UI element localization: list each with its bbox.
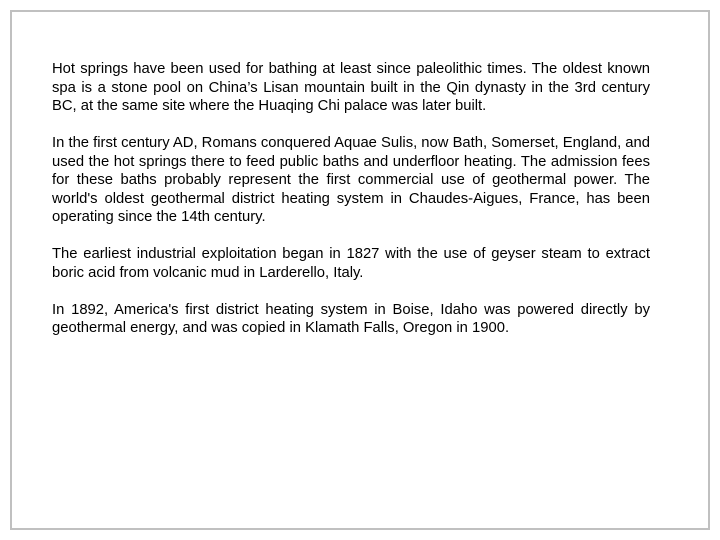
paragraph-district-heating: In 1892, America's first district heating system in Boise, Idaho was powered directly by geothermal energy, and was copied in Klamath Falls, Oregon in 1900. (52, 301, 650, 336)
paragraph-industrial-exploitation: The earliest industrial exploitation began in 1827 with the use of geyser steam to extract boric acid from volcanic mud in Larderello, Italy. (52, 246, 650, 281)
document-body (52, 60, 650, 356)
paragraph-roman-baths: In the first century AD, Romans conquered Aquae Sulis, now Bath, Somerset, England, and used the hot springs there to feed public baths and underfloor heating. The admission fees for these baths probably represent the first commercial use of geothermal power. The world's oldest geothermal district heating system in Chaudes-Aigues, France, has been operating since the 14th century. (52, 135, 650, 225)
paragraph-hot-springs-history: Hot springs have been used for bathing at least since paleolithic times. The oldest known spa is a stone pool on China’s Lisan mountain built in the Qin dynasty in the 3rd century BC, at the same site where the Huaqing Chi palace was later built. (52, 61, 650, 114)
page-frame (10, 10, 710, 530)
